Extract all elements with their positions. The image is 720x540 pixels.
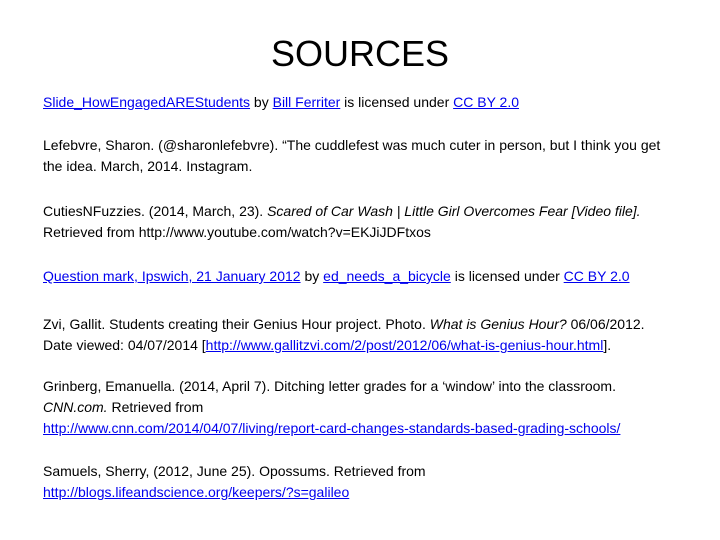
license-link[interactable]: CC BY 2.0	[453, 94, 520, 110]
retrieved-text: Retrieved from	[111, 399, 204, 415]
licensed-text: is licensed under	[344, 94, 450, 110]
viewed-text: Date viewed: 04/07/2014 [	[43, 337, 206, 353]
citation-lead: Zvi, Gallit. Students creating their Genius Hour project. Photo.	[43, 316, 426, 332]
work-link[interactable]: Question mark, Ipswich, 21 January 2012	[43, 268, 301, 284]
citation-lead: Samuels, Sherry, (2012, June 25). Opossums. Retrieved from	[43, 463, 426, 479]
license-link[interactable]: CC BY 2.0	[563, 268, 630, 284]
author-link[interactable]: Bill Ferriter	[272, 94, 341, 110]
author-link[interactable]: ed_needs_a_bicycle	[323, 268, 451, 284]
url-link[interactable]: http://blogs.lifeandscience.org/keepers/?s=galileo	[43, 484, 350, 500]
work-link[interactable]: Slide_HowEngagedAREStudents	[43, 94, 251, 110]
url-link[interactable]: http://www.cnn.com/2014/04/07/living/report-card-changes-standards-based-grading-schools/	[43, 420, 621, 436]
source-entry-2: Lefebvre, Sharon. (@sharonlefebvre). “The cuddlefest was much cuter in person, but I think you get the idea. March, 2014. Instagram.	[43, 137, 661, 174]
source-entry-1	[43, 92, 683, 113]
source-entry-6	[43, 376, 683, 439]
work-title: What is Genius Hour?	[429, 316, 567, 332]
by-text: by	[253, 94, 269, 110]
close-bracket: ].	[603, 337, 612, 353]
citation-lead: Grinberg, Emanuella. (2014, April 7). Ditching letter grades for a ‘window’ into the classroom.	[43, 378, 616, 394]
retrieved-text: Retrieved from http://www.youtube.com/watch?v=EKJiJDFtxos	[43, 224, 431, 240]
by-text: by	[304, 268, 320, 284]
url-link[interactable]: http://www.gallitzvi.com/2/post/2012/06/what-is-genius-hour.html	[205, 337, 604, 353]
slide-title: SOURCES	[270, 33, 450, 74]
date-text: 06/06/2012.	[570, 316, 645, 332]
source-entry-4	[43, 266, 683, 287]
licensed-text: is licensed under	[454, 268, 560, 284]
video-title: Scared of Car Wash | Little Girl Overcomes Fear [Video file].	[267, 203, 641, 219]
citation-lead: CutiesNFuzzies. (2014, March, 23).	[43, 203, 264, 219]
source-entry-3	[43, 201, 683, 243]
site-name: CNN.com.	[43, 399, 108, 415]
source-entry-5	[43, 314, 683, 356]
source-entry-7	[43, 461, 683, 503]
